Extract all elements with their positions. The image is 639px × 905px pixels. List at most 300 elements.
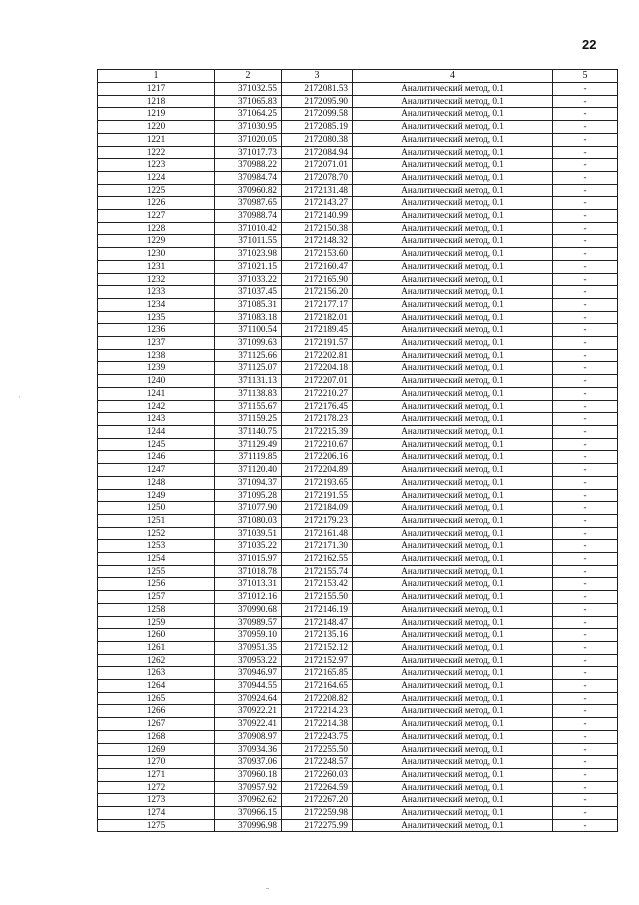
x-coordinate-cell: 371013.31	[215, 578, 282, 591]
note-cell: -	[553, 540, 618, 553]
note-cell: -	[553, 680, 618, 693]
y-coordinate-cell: 2172148.47	[282, 616, 353, 629]
table-row	[98, 553, 618, 566]
y-coordinate-cell: 2172150.38	[282, 222, 353, 235]
x-coordinate-cell: 370922.41	[215, 718, 282, 731]
point-number-cell: 1258	[98, 603, 215, 616]
x-coordinate-cell: 370934.36	[215, 743, 282, 756]
y-coordinate-cell: 2172153.42	[282, 578, 353, 591]
point-number-cell: 1266	[98, 705, 215, 718]
y-coordinate-cell: 2172214.23	[282, 705, 353, 718]
x-coordinate-cell: 370990.68	[215, 603, 282, 616]
note-cell: -	[553, 171, 618, 184]
y-coordinate-cell: 2172081.53	[282, 83, 353, 96]
method-cell: Аналитический метод, 0.1	[353, 286, 553, 299]
note-cell: -	[553, 362, 618, 375]
note-cell: -	[553, 413, 618, 426]
column-header-5: 5	[553, 70, 618, 83]
table-row	[98, 476, 618, 489]
note-cell: -	[553, 514, 618, 527]
method-cell: Аналитический метод, 0.1	[353, 553, 553, 566]
table-row	[98, 197, 618, 210]
point-number-cell: 1223	[98, 159, 215, 172]
table-row	[98, 502, 618, 515]
y-coordinate-cell: 2172193.65	[282, 476, 353, 489]
column-header-1: 1	[98, 70, 215, 83]
table-row	[98, 451, 618, 464]
method-cell: Аналитический метод, 0.1	[353, 502, 553, 515]
method-cell: Аналитический метод, 0.1	[353, 197, 553, 210]
method-cell: Аналитический метод, 0.1	[353, 248, 553, 261]
point-number-cell: 1259	[98, 616, 215, 629]
method-cell: Аналитический метод, 0.1	[353, 425, 553, 438]
method-cell: Аналитический метод, 0.1	[353, 324, 553, 337]
table-row	[98, 603, 618, 616]
table-row	[98, 248, 618, 261]
table-row	[98, 337, 618, 350]
table-row	[98, 756, 618, 769]
table-row	[98, 768, 618, 781]
x-coordinate-cell: 370987.65	[215, 197, 282, 210]
table-header-row	[98, 70, 618, 83]
y-coordinate-cell: 2172184.09	[282, 502, 353, 515]
point-number-cell: 1239	[98, 362, 215, 375]
method-cell: Аналитический метод, 0.1	[353, 210, 553, 223]
y-coordinate-cell: 2172160.47	[282, 260, 353, 273]
note-cell: -	[553, 667, 618, 680]
note-cell: -	[553, 730, 618, 743]
table-row	[98, 387, 618, 400]
table-row	[98, 298, 618, 311]
table-row	[98, 692, 618, 705]
point-number-cell: 1264	[98, 680, 215, 693]
x-coordinate-cell: 371017.73	[215, 146, 282, 159]
x-coordinate-cell: 370988.22	[215, 159, 282, 172]
point-number-cell: 1263	[98, 667, 215, 680]
method-cell: Аналитический метод, 0.1	[353, 476, 553, 489]
y-coordinate-cell: 2172176.45	[282, 400, 353, 413]
table-row	[98, 629, 618, 642]
point-number-cell: 1250	[98, 502, 215, 515]
y-coordinate-cell: 2172071.01	[282, 159, 353, 172]
x-coordinate-cell: 370959.10	[215, 629, 282, 642]
method-cell: Аналитический метод, 0.1	[353, 603, 553, 616]
note-cell: -	[553, 819, 618, 832]
coordinates-table	[97, 69, 618, 832]
y-coordinate-cell: 2172208.82	[282, 692, 353, 705]
point-number-cell: 1231	[98, 260, 215, 273]
x-coordinate-cell: 370957.92	[215, 781, 282, 794]
x-coordinate-cell: 371155.67	[215, 400, 282, 413]
x-coordinate-cell: 371120.40	[215, 464, 282, 477]
note-cell: -	[553, 146, 618, 159]
table-row	[98, 705, 618, 718]
note-cell: -	[553, 222, 618, 235]
table-row	[98, 819, 618, 832]
x-coordinate-cell: 371119.85	[215, 451, 282, 464]
point-number-cell: 1219	[98, 108, 215, 121]
x-coordinate-cell: 370908.97	[215, 730, 282, 743]
x-coordinate-cell: 370951.35	[215, 641, 282, 654]
x-coordinate-cell: 371035.22	[215, 540, 282, 553]
point-number-cell: 1272	[98, 781, 215, 794]
note-cell: -	[553, 641, 618, 654]
note-cell: -	[553, 83, 618, 96]
table-row	[98, 108, 618, 121]
method-cell: Аналитический метод, 0.1	[353, 337, 553, 350]
y-coordinate-cell: 2172085.19	[282, 121, 353, 134]
y-coordinate-cell: 2172155.50	[282, 591, 353, 604]
note-cell: -	[553, 768, 618, 781]
point-number-cell: 1226	[98, 197, 215, 210]
table-row	[98, 133, 618, 146]
method-cell: Аналитический метод, 0.1	[353, 578, 553, 591]
table-row	[98, 527, 618, 540]
method-cell: Аналитический метод, 0.1	[353, 83, 553, 96]
x-coordinate-cell: 370937.06	[215, 756, 282, 769]
y-coordinate-cell: 2172146.19	[282, 603, 353, 616]
x-coordinate-cell: 370960.18	[215, 768, 282, 781]
note-cell: -	[553, 565, 618, 578]
note-cell: -	[553, 578, 618, 591]
method-cell: Аналитический метод, 0.1	[353, 362, 553, 375]
method-cell: Аналитический метод, 0.1	[353, 400, 553, 413]
table-row	[98, 654, 618, 667]
x-coordinate-cell: 371032.55	[215, 83, 282, 96]
method-cell: Аналитический метод, 0.1	[353, 464, 553, 477]
method-cell: Аналитический метод, 0.1	[353, 718, 553, 731]
table-row	[98, 667, 618, 680]
method-cell: Аналитический метод, 0.1	[353, 184, 553, 197]
method-cell: Аналитический метод, 0.1	[353, 692, 553, 705]
x-coordinate-cell: 371077.90	[215, 502, 282, 515]
y-coordinate-cell: 2172191.55	[282, 489, 353, 502]
note-cell: -	[553, 425, 618, 438]
note-cell: -	[553, 210, 618, 223]
y-coordinate-cell: 2172255.50	[282, 743, 353, 756]
table-row	[98, 222, 618, 235]
method-cell: Аналитический метод, 0.1	[353, 527, 553, 540]
table-row	[98, 324, 618, 337]
method-cell: Аналитический метод, 0.1	[353, 680, 553, 693]
method-cell: Аналитический метод, 0.1	[353, 95, 553, 108]
point-number-cell: 1255	[98, 565, 215, 578]
method-cell: Аналитический метод, 0.1	[353, 146, 553, 159]
y-coordinate-cell: 2172131.48	[282, 184, 353, 197]
table-row	[98, 95, 618, 108]
x-coordinate-cell: 371159.25	[215, 413, 282, 426]
y-coordinate-cell: 2172189.45	[282, 324, 353, 337]
y-coordinate-cell: 2172259.98	[282, 807, 353, 820]
y-coordinate-cell: 2172140.99	[282, 210, 353, 223]
table-row	[98, 121, 618, 134]
y-coordinate-cell: 2172135.16	[282, 629, 353, 642]
x-coordinate-cell: 371039.51	[215, 527, 282, 540]
x-coordinate-cell: 371010.42	[215, 222, 282, 235]
note-cell: -	[553, 781, 618, 794]
table-row	[98, 184, 618, 197]
point-number-cell: 1269	[98, 743, 215, 756]
method-cell: Аналитический метод, 0.1	[353, 591, 553, 604]
point-number-cell: 1275	[98, 819, 215, 832]
y-coordinate-cell: 2172177.17	[282, 298, 353, 311]
point-number-cell: 1274	[98, 807, 215, 820]
x-coordinate-cell: 371131.13	[215, 375, 282, 388]
x-coordinate-cell: 370996.98	[215, 819, 282, 832]
note-cell: -	[553, 133, 618, 146]
point-number-cell: 1243	[98, 413, 215, 426]
method-cell: Аналитический метод, 0.1	[353, 641, 553, 654]
table-row	[98, 514, 618, 527]
note-cell: -	[553, 337, 618, 350]
note-cell: -	[553, 438, 618, 451]
method-cell: Аналитический метод, 0.1	[353, 375, 553, 388]
x-coordinate-cell: 371015.97	[215, 553, 282, 566]
point-number-cell: 1242	[98, 400, 215, 413]
y-coordinate-cell: 2172161.48	[282, 527, 353, 540]
note-cell: -	[553, 476, 618, 489]
y-coordinate-cell: 2172243.75	[282, 730, 353, 743]
page-number: 22	[582, 37, 597, 52]
note-cell: -	[553, 260, 618, 273]
method-cell: Аналитический метод, 0.1	[353, 222, 553, 235]
table-row	[98, 781, 618, 794]
x-coordinate-cell: 371138.83	[215, 387, 282, 400]
point-number-cell: 1232	[98, 273, 215, 286]
x-coordinate-cell: 371065.83	[215, 95, 282, 108]
table-row	[98, 400, 618, 413]
table-row	[98, 235, 618, 248]
method-cell: Аналитический метод, 0.1	[353, 387, 553, 400]
y-coordinate-cell: 2172207.01	[282, 375, 353, 388]
x-coordinate-cell: 371021.15	[215, 260, 282, 273]
x-coordinate-cell: 370946.97	[215, 667, 282, 680]
point-number-cell: 1268	[98, 730, 215, 743]
y-coordinate-cell: 2172155.74	[282, 565, 353, 578]
table-row	[98, 210, 618, 223]
table-row	[98, 425, 618, 438]
x-coordinate-cell: 370984.74	[215, 171, 282, 184]
y-coordinate-cell: 2172156.20	[282, 286, 353, 299]
y-coordinate-cell: 2172152.97	[282, 654, 353, 667]
table-row	[98, 807, 618, 820]
note-cell: -	[553, 349, 618, 362]
note-cell: -	[553, 451, 618, 464]
x-coordinate-cell: 371064.25	[215, 108, 282, 121]
x-coordinate-cell: 371033.22	[215, 273, 282, 286]
table-row	[98, 260, 618, 273]
table-row	[98, 730, 618, 743]
note-cell: -	[553, 235, 618, 248]
y-coordinate-cell: 2172143.27	[282, 197, 353, 210]
method-cell: Аналитический метод, 0.1	[353, 438, 553, 451]
y-coordinate-cell: 2172171.30	[282, 540, 353, 553]
y-coordinate-cell: 2172165.85	[282, 667, 353, 680]
table-row	[98, 616, 618, 629]
y-coordinate-cell: 2172267.20	[282, 794, 353, 807]
y-coordinate-cell: 2172162.55	[282, 553, 353, 566]
point-number-cell: 1229	[98, 235, 215, 248]
x-coordinate-cell: 371100.54	[215, 324, 282, 337]
note-cell: -	[553, 273, 618, 286]
point-number-cell: 1248	[98, 476, 215, 489]
x-coordinate-cell: 371018.78	[215, 565, 282, 578]
note-cell: -	[553, 95, 618, 108]
point-number-cell: 1245	[98, 438, 215, 451]
y-coordinate-cell: 2172248.57	[282, 756, 353, 769]
note-cell: -	[553, 159, 618, 172]
point-number-cell: 1271	[98, 768, 215, 781]
method-cell: Аналитический метод, 0.1	[353, 273, 553, 286]
note-cell: -	[553, 527, 618, 540]
point-number-cell: 1230	[98, 248, 215, 261]
method-cell: Аналитический метод, 0.1	[353, 489, 553, 502]
note-cell: -	[553, 705, 618, 718]
table-row	[98, 83, 618, 96]
x-coordinate-cell: 371083.18	[215, 311, 282, 324]
y-coordinate-cell: 2172204.18	[282, 362, 353, 375]
y-coordinate-cell: 2172214.38	[282, 718, 353, 731]
point-number-cell: 1253	[98, 540, 215, 553]
x-coordinate-cell: 371085.31	[215, 298, 282, 311]
method-cell: Аналитический метод, 0.1	[353, 565, 553, 578]
y-coordinate-cell: 2172210.27	[282, 387, 353, 400]
note-cell: -	[553, 197, 618, 210]
method-cell: Аналитический метод, 0.1	[353, 768, 553, 781]
y-coordinate-cell: 2172215.39	[282, 425, 353, 438]
note-cell: -	[553, 794, 618, 807]
point-number-cell: 1254	[98, 553, 215, 566]
note-cell: -	[553, 375, 618, 388]
table-row	[98, 375, 618, 388]
x-coordinate-cell: 370922.21	[215, 705, 282, 718]
method-cell: Аналитический метод, 0.1	[353, 108, 553, 121]
y-coordinate-cell: 2172260.03	[282, 768, 353, 781]
method-cell: Аналитический метод, 0.1	[353, 756, 553, 769]
table-row	[98, 413, 618, 426]
note-cell: -	[553, 629, 618, 642]
table-row	[98, 159, 618, 172]
table-row	[98, 489, 618, 502]
method-cell: Аналитический метод, 0.1	[353, 705, 553, 718]
x-coordinate-cell: 370989.57	[215, 616, 282, 629]
table-row	[98, 362, 618, 375]
note-cell: -	[553, 553, 618, 566]
note-cell: -	[553, 692, 618, 705]
column-header-2: 2	[215, 70, 282, 83]
y-coordinate-cell: 2172206.16	[282, 451, 353, 464]
x-coordinate-cell: 371080.03	[215, 514, 282, 527]
y-coordinate-cell: 2172080.38	[282, 133, 353, 146]
method-cell: Аналитический метод, 0.1	[353, 298, 553, 311]
note-cell: -	[553, 807, 618, 820]
method-cell: Аналитический метод, 0.1	[353, 159, 553, 172]
point-number-cell: 1260	[98, 629, 215, 642]
table-row	[98, 171, 618, 184]
table-row	[98, 273, 618, 286]
x-coordinate-cell: 371125.07	[215, 362, 282, 375]
point-number-cell: 1240	[98, 375, 215, 388]
method-cell: Аналитический метод, 0.1	[353, 807, 553, 820]
point-number-cell: 1225	[98, 184, 215, 197]
table-row	[98, 743, 618, 756]
point-number-cell: 1257	[98, 591, 215, 604]
point-number-cell: 1241	[98, 387, 215, 400]
method-cell: Аналитический метод, 0.1	[353, 540, 553, 553]
x-coordinate-cell: 371023.98	[215, 248, 282, 261]
y-coordinate-cell: 2172264.59	[282, 781, 353, 794]
method-cell: Аналитический метод, 0.1	[353, 654, 553, 667]
table-row	[98, 349, 618, 362]
x-coordinate-cell: 370944.55	[215, 680, 282, 693]
point-number-cell: 1222	[98, 146, 215, 159]
x-coordinate-cell: 370988.74	[215, 210, 282, 223]
x-coordinate-cell: 371011.55	[215, 235, 282, 248]
y-coordinate-cell: 2172148.32	[282, 235, 353, 248]
column-header-4: 4	[353, 70, 553, 83]
y-coordinate-cell: 2172191.57	[282, 337, 353, 350]
x-coordinate-cell: 370924.64	[215, 692, 282, 705]
y-coordinate-cell: 2172182.01	[282, 311, 353, 324]
y-coordinate-cell: 2172099.58	[282, 108, 353, 121]
note-cell: -	[553, 248, 618, 261]
note-cell: -	[553, 324, 618, 337]
y-coordinate-cell: 2172202.81	[282, 349, 353, 362]
note-cell: -	[553, 718, 618, 731]
point-number-cell: 1270	[98, 756, 215, 769]
table-row	[98, 286, 618, 299]
point-number-cell: 1273	[98, 794, 215, 807]
point-number-cell: 1235	[98, 311, 215, 324]
note-cell: -	[553, 286, 618, 299]
x-coordinate-cell: 370962.62	[215, 794, 282, 807]
note-cell: -	[553, 616, 618, 629]
point-number-cell: 1251	[98, 514, 215, 527]
note-cell: -	[553, 108, 618, 121]
point-number-cell: 1262	[98, 654, 215, 667]
point-number-cell: 1236	[98, 324, 215, 337]
point-number-cell: 1218	[98, 95, 215, 108]
y-coordinate-cell: 2172204.89	[282, 464, 353, 477]
method-cell: Аналитический метод, 0.1	[353, 349, 553, 362]
table-row	[98, 680, 618, 693]
x-coordinate-cell: 370960.82	[215, 184, 282, 197]
note-cell: -	[553, 603, 618, 616]
method-cell: Аналитический метод, 0.1	[353, 781, 553, 794]
point-number-cell: 1234	[98, 298, 215, 311]
table-row	[98, 311, 618, 324]
table-row	[98, 438, 618, 451]
note-cell: -	[553, 311, 618, 324]
method-cell: Аналитический метод, 0.1	[353, 133, 553, 146]
point-number-cell: 1237	[98, 337, 215, 350]
method-cell: Аналитический метод, 0.1	[353, 451, 553, 464]
note-cell: -	[553, 502, 618, 515]
point-number-cell: 1221	[98, 133, 215, 146]
point-number-cell: 1228	[98, 222, 215, 235]
scan-speck	[266, 888, 269, 889]
method-cell: Аналитический метод, 0.1	[353, 311, 553, 324]
y-coordinate-cell: 2172178.23	[282, 413, 353, 426]
point-number-cell: 1265	[98, 692, 215, 705]
method-cell: Аналитический метод, 0.1	[353, 629, 553, 642]
x-coordinate-cell: 371129.49	[215, 438, 282, 451]
y-coordinate-cell: 2172179.23	[282, 514, 353, 527]
point-number-cell: 1261	[98, 641, 215, 654]
y-coordinate-cell: 2172095.90	[282, 95, 353, 108]
point-number-cell: 1244	[98, 425, 215, 438]
note-cell: -	[553, 387, 618, 400]
